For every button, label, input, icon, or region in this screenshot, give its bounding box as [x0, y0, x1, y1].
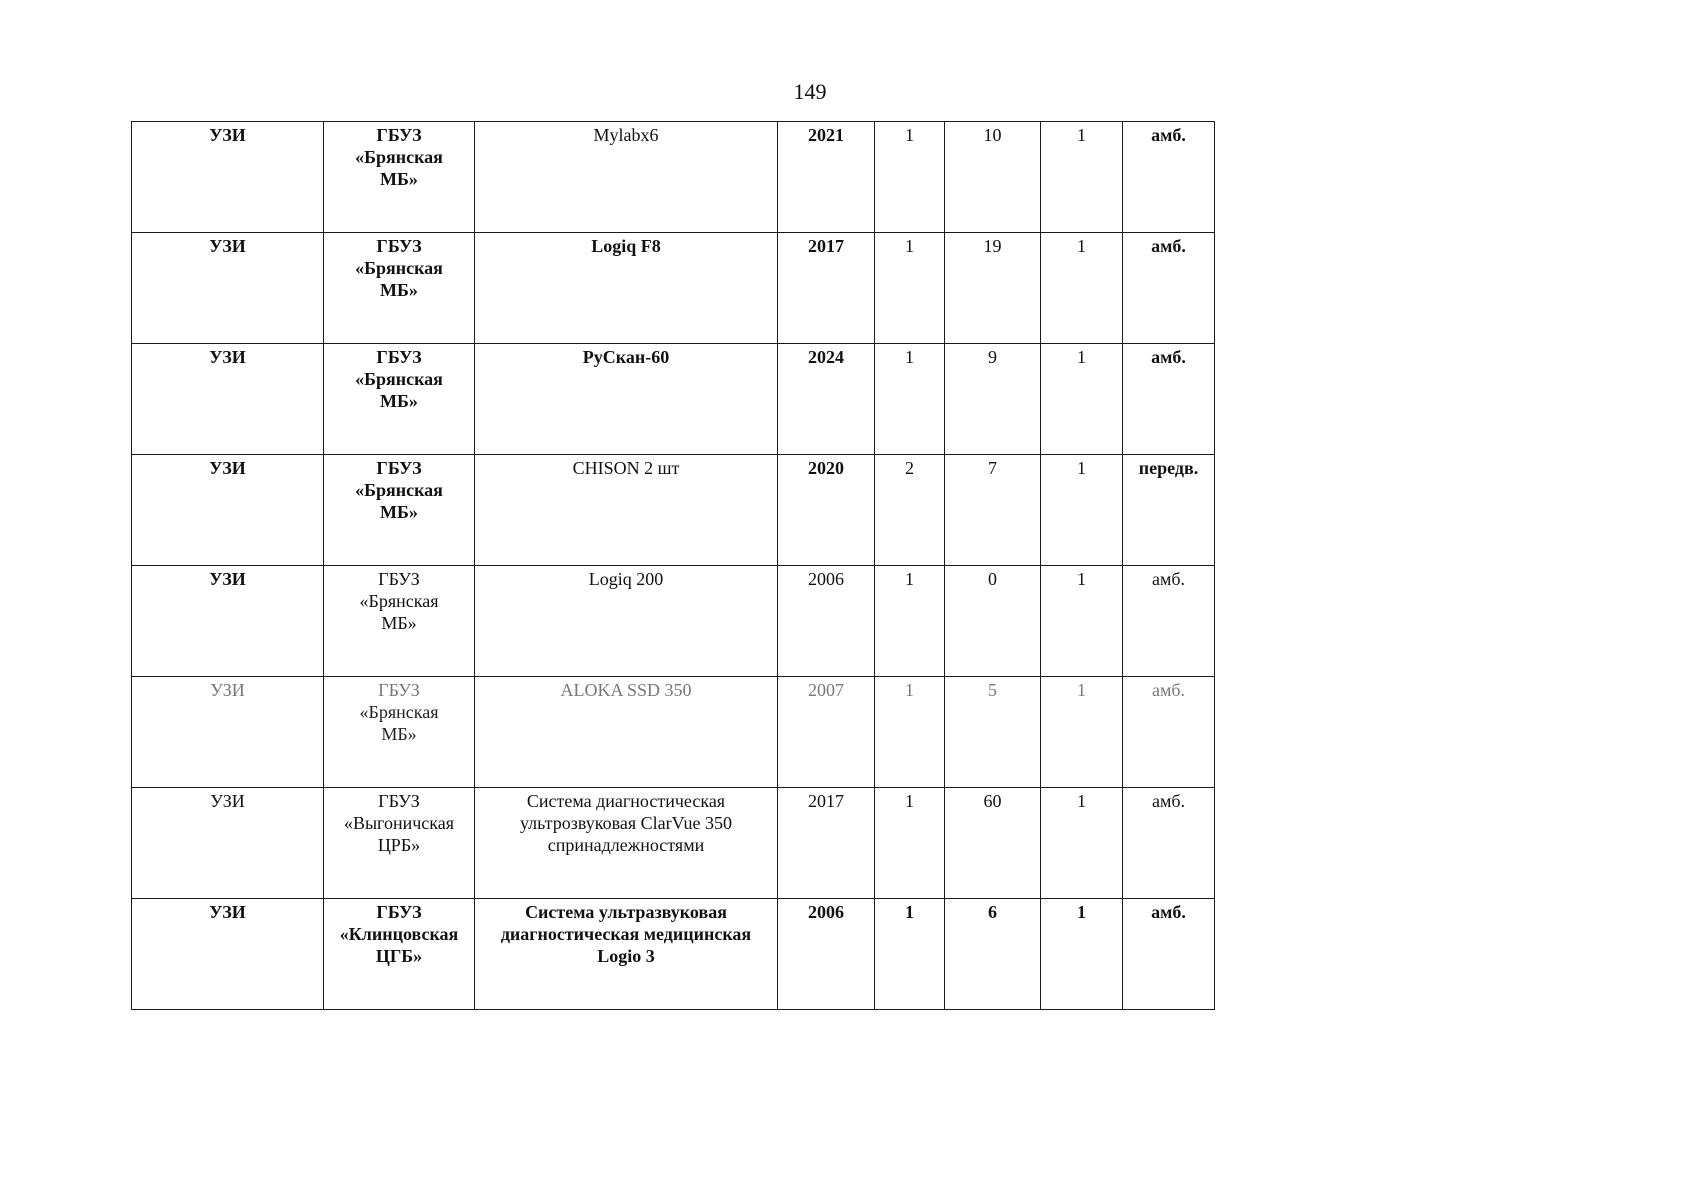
cell-count: 1 [1041, 122, 1123, 233]
cell-value: 5 [945, 677, 1041, 788]
cell-year: 2006 [778, 566, 875, 677]
device-line: Система диагностическая [526, 791, 726, 811]
table-row [132, 677, 1215, 788]
cell-organization [324, 677, 475, 788]
org-line: ГБУЗ [376, 902, 422, 922]
cell-type: УЗИ [132, 344, 324, 455]
org-line: МБ» [381, 613, 417, 633]
org-line: МБ» [380, 391, 418, 411]
cell-count: 1 [1041, 677, 1123, 788]
cell-mode: амб. [1123, 344, 1215, 455]
cell-qty: 1 [875, 344, 945, 455]
org-line: МБ» [380, 169, 418, 189]
org-line: ГБУЗ [378, 791, 420, 811]
cell-year: 2006 [778, 899, 875, 1010]
cell-year: 2017 [778, 788, 875, 899]
org-line: «Выгоничская [343, 813, 455, 833]
cell-organization [324, 455, 475, 566]
cell-count: 1 [1041, 788, 1123, 899]
equipment-table [131, 121, 1215, 1010]
device-line: диагностическая медицинская [500, 924, 752, 944]
cell-year: 2024 [778, 344, 875, 455]
cell-type: УЗИ [132, 566, 324, 677]
cell-organization [324, 899, 475, 1010]
table-row [132, 122, 1215, 233]
table-row [132, 788, 1215, 899]
cell-mode: передв. [1123, 455, 1215, 566]
org-line: «Брянская [355, 480, 443, 500]
cell-qty: 1 [875, 566, 945, 677]
cell-value: 7 [945, 455, 1041, 566]
device-line: Logio 3 [597, 946, 655, 966]
device-line: Система ультразвуковая [525, 902, 727, 922]
cell-qty: 1 [875, 677, 945, 788]
cell-year: 2021 [778, 122, 875, 233]
cell-device: CHISON 2 шт [475, 455, 778, 566]
cell-device: Mylabx6 [475, 122, 778, 233]
cell-device [475, 899, 778, 1010]
cell-device: РуСкан-60 [475, 344, 778, 455]
org-line: ГБУЗ [376, 458, 422, 478]
org-line: «Брянская [355, 369, 443, 389]
org-line: «Брянская [355, 147, 443, 167]
cell-device [475, 788, 778, 899]
org-line: ГБУЗ [378, 569, 420, 589]
org-line: ЦГБ» [375, 946, 423, 966]
device-line: спринадлежностями [547, 835, 705, 855]
cell-mode: амб. [1123, 566, 1215, 677]
table-row [132, 344, 1215, 455]
cell-count: 1 [1041, 233, 1123, 344]
cell-qty: 2 [875, 455, 945, 566]
cell-year: 2020 [778, 455, 875, 566]
cell-value: 6 [945, 899, 1041, 1010]
org-line: ГБУЗ [376, 347, 422, 367]
table-row [132, 455, 1215, 566]
cell-year: 2007 [778, 677, 875, 788]
cell-type: УЗИ [132, 899, 324, 1010]
cell-type: УЗИ [132, 677, 324, 788]
cell-count: 1 [1041, 344, 1123, 455]
org-line: ГБУЗ [376, 125, 422, 145]
cell-organization [324, 233, 475, 344]
cell-device: ALOKA SSD 350 [475, 677, 778, 788]
cell-device: Logiq 200 [475, 566, 778, 677]
cell-organization [324, 122, 475, 233]
org-line: ЦРБ» [377, 835, 421, 855]
org-line: ГБУЗ [376, 236, 422, 256]
org-line: «Брянская [359, 591, 439, 611]
cell-organization [324, 344, 475, 455]
org-line: МБ» [380, 280, 418, 300]
cell-type: УЗИ [132, 788, 324, 899]
cell-value: 60 [945, 788, 1041, 899]
cell-value: 0 [945, 566, 1041, 677]
org-line: «Клинцовская [339, 924, 459, 944]
org-line: «Брянская [355, 258, 443, 278]
cell-mode: амб. [1123, 122, 1215, 233]
table-row [132, 566, 1215, 677]
org-line: МБ» [380, 502, 418, 522]
cell-mode: амб. [1123, 233, 1215, 344]
table-row [132, 233, 1215, 344]
org-line: ГБУЗ [378, 680, 420, 700]
table-row [132, 899, 1215, 1010]
cell-value: 19 [945, 233, 1041, 344]
device-line: ультрозвуковая ClarVue 350 [519, 813, 733, 833]
cell-type: УЗИ [132, 122, 324, 233]
cell-mode: амб. [1123, 677, 1215, 788]
cell-organization [324, 788, 475, 899]
cell-qty: 1 [875, 233, 945, 344]
cell-organization [324, 566, 475, 677]
cell-value: 10 [945, 122, 1041, 233]
cell-qty: 1 [875, 788, 945, 899]
page-number: 149 [793, 79, 827, 104]
cell-mode: амб. [1123, 788, 1215, 899]
cell-device: Logiq F8 [475, 233, 778, 344]
cell-qty: 1 [875, 122, 945, 233]
cell-mode: амб. [1123, 899, 1215, 1010]
cell-type: УЗИ [132, 233, 324, 344]
cell-type: УЗИ [132, 455, 324, 566]
cell-count: 1 [1041, 566, 1123, 677]
cell-qty: 1 [875, 899, 945, 1010]
cell-count: 1 [1041, 455, 1123, 566]
org-line: «Брянская [359, 702, 439, 722]
cell-value: 9 [945, 344, 1041, 455]
cell-count: 1 [1041, 899, 1123, 1010]
cell-year: 2017 [778, 233, 875, 344]
org-line: МБ» [381, 724, 417, 744]
